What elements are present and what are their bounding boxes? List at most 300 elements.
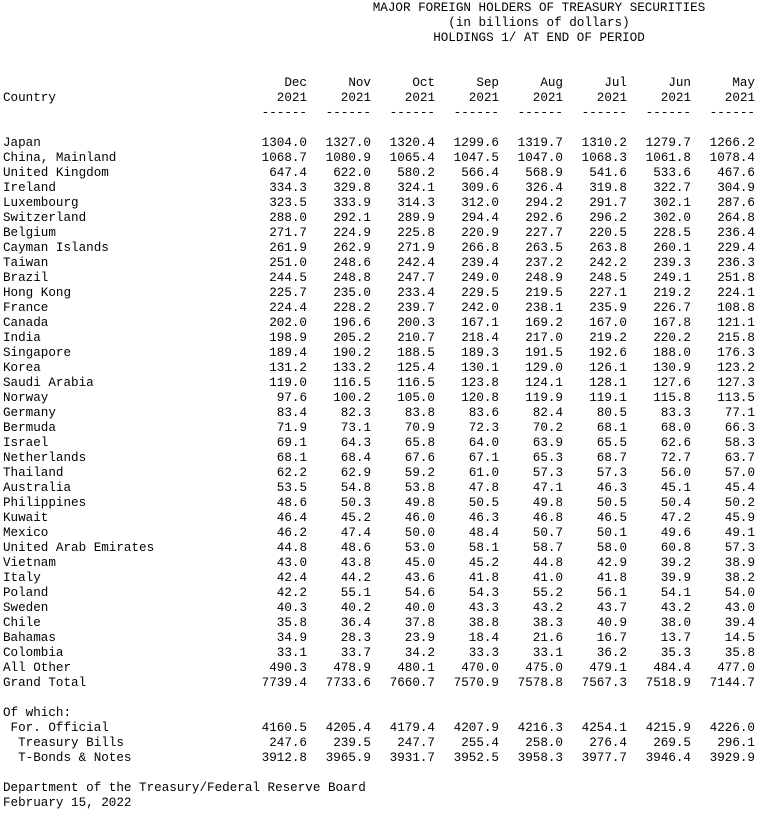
holding-value: 292.1	[333, 211, 371, 225]
holding-value: 45.9	[724, 511, 755, 525]
holding-value: 167.1	[461, 316, 499, 330]
holding-value: 121.1	[717, 316, 755, 330]
country-name: Switzerland	[3, 211, 87, 225]
country-name: Bermuda	[3, 421, 56, 435]
holding-value: 190.2	[333, 346, 371, 360]
holding-value: 248.5	[589, 271, 627, 285]
holding-value: 219.2	[653, 286, 691, 300]
country-name: Saudi Arabia	[3, 376, 94, 390]
holding-value: 58.1	[468, 541, 499, 555]
holding-value: 4179.4	[389, 721, 435, 735]
country-name: Luxembourg	[3, 196, 79, 210]
holding-value: 66.3	[724, 421, 755, 435]
holding-value: 1279.7	[645, 136, 691, 150]
holding-value: 108.8	[717, 301, 755, 315]
holding-value: 7567.3	[581, 676, 627, 690]
holding-value: 1320.4	[389, 136, 435, 150]
holding-value: 47.1	[532, 481, 563, 495]
holding-value: 97.6	[276, 391, 307, 405]
holding-value: 46.8	[532, 511, 563, 525]
holding-value: 55.2	[532, 586, 563, 600]
holding-value: 258.0	[525, 736, 563, 750]
column-month-label: Aug	[540, 76, 563, 90]
column-year-label: 2021	[340, 91, 371, 105]
holding-value: 58.7	[532, 541, 563, 555]
holding-value: 215.8	[717, 331, 755, 345]
holding-value: 124.1	[525, 376, 563, 390]
holding-value: 3958.3	[517, 751, 563, 765]
holding-value: 38.3	[532, 616, 563, 630]
holding-value: 57.0	[724, 466, 755, 480]
holding-value: 7570.9	[453, 676, 499, 690]
holding-value: 323.5	[269, 196, 307, 210]
holding-value: 46.3	[468, 511, 499, 525]
holding-value: 41.8	[468, 571, 499, 585]
column-underline: ------	[389, 106, 435, 120]
holding-value: 65.3	[532, 451, 563, 465]
holding-value: 4226.0	[709, 721, 755, 735]
holding-value: 71.9	[276, 421, 307, 435]
holding-value: 65.5	[596, 436, 627, 450]
holding-value: 116.5	[397, 376, 435, 390]
holding-value: 225.8	[397, 226, 435, 240]
holding-value: 55.1	[340, 586, 371, 600]
holding-value: 4207.9	[453, 721, 499, 735]
holding-value: 191.5	[525, 346, 563, 360]
holding-value: 18.4	[468, 631, 499, 645]
holding-value: 7578.8	[517, 676, 563, 690]
holding-value: 40.9	[596, 616, 627, 630]
holding-value: 53.5	[276, 481, 307, 495]
country-name: Chile	[3, 616, 41, 630]
country-name: Japan	[3, 136, 41, 150]
holding-value: 49.1	[724, 526, 755, 540]
holding-value: 314.3	[397, 196, 435, 210]
holding-value: 21.6	[532, 631, 563, 645]
holding-value: 46.2	[276, 526, 307, 540]
holding-value: 271.7	[269, 226, 307, 240]
holding-value: 82.4	[532, 406, 563, 420]
holding-value: 13.7	[660, 631, 691, 645]
holding-value: 119.1	[589, 391, 627, 405]
holding-value: 7144.7	[709, 676, 755, 690]
column-year-label: 2021	[404, 91, 435, 105]
holding-value: 302.0	[653, 211, 691, 225]
country-name: Sweden	[3, 601, 49, 615]
holding-value: 63.9	[532, 436, 563, 450]
column-year-label: 2021	[468, 91, 499, 105]
holding-value: 3929.9	[709, 751, 755, 765]
holding-value: 262.9	[333, 241, 371, 255]
holding-value: 47.4	[340, 526, 371, 540]
holding-value: 229.5	[461, 286, 499, 300]
holding-value: 334.3	[269, 181, 307, 195]
holding-value: 68.1	[596, 421, 627, 435]
holding-value: 33.3	[468, 646, 499, 660]
holding-value: 100.2	[333, 391, 371, 405]
holding-value: 220.2	[653, 331, 691, 345]
holding-value: 113.5	[717, 391, 755, 405]
country-name: Korea	[3, 361, 41, 375]
country-name: All Other	[3, 661, 72, 675]
holding-value: 647.4	[269, 166, 307, 180]
holding-value: 239.5	[333, 736, 371, 750]
holding-value: 247.6	[269, 736, 307, 750]
holding-value: 23.9	[404, 631, 435, 645]
holding-value: 3931.7	[389, 751, 435, 765]
holding-value: 45.1	[660, 481, 691, 495]
holding-value: 3946.4	[645, 751, 691, 765]
holding-value: 59.2	[404, 466, 435, 480]
holding-value: 248.8	[333, 271, 371, 285]
holding-value: 269.5	[653, 736, 691, 750]
holding-value: 65.8	[404, 436, 435, 450]
holding-value: 7518.9	[645, 676, 691, 690]
holding-value: 568.9	[525, 166, 563, 180]
holding-value: 329.8	[333, 181, 371, 195]
country-column-header: Country	[3, 91, 56, 105]
country-name: Norway	[3, 391, 49, 405]
footer-date: February 15, 2022	[3, 796, 132, 810]
holding-value: 73.1	[340, 421, 371, 435]
holding-value: 41.8	[596, 571, 627, 585]
holding-value: 480.1	[397, 661, 435, 675]
holding-value: 130.1	[461, 361, 499, 375]
holding-value: 50.3	[340, 496, 371, 510]
holding-value: 62.9	[340, 466, 371, 480]
holding-value: 16.7	[596, 631, 627, 645]
holding-value: 236.4	[717, 226, 755, 240]
holding-value: 33.1	[532, 646, 563, 660]
column-underline: ------	[645, 106, 691, 120]
holding-value: 105.0	[397, 391, 435, 405]
holding-value: 236.3	[717, 256, 755, 270]
country-name: Hong Kong	[3, 286, 72, 300]
column-month-label: May	[732, 76, 755, 90]
holding-value: 57.3	[596, 466, 627, 480]
holding-value: 82.3	[340, 406, 371, 420]
country-name: United Arab Emirates	[3, 541, 155, 555]
holding-value: 48.4	[468, 526, 499, 540]
holding-value: 62.6	[660, 436, 691, 450]
holding-value: 3965.9	[325, 751, 371, 765]
holding-value: 46.0	[404, 511, 435, 525]
holding-value: 44.8	[276, 541, 307, 555]
holding-value: 1065.4	[389, 151, 435, 165]
column-underline: ------	[709, 106, 755, 120]
holding-value: 264.8	[717, 211, 755, 225]
holding-value: 1047.0	[517, 151, 563, 165]
holding-value: 68.0	[660, 421, 691, 435]
holding-value: 58.0	[596, 541, 627, 555]
holding-value: 44.8	[532, 556, 563, 570]
column-month-label: Sep	[476, 76, 499, 90]
country-name: France	[3, 301, 49, 315]
holding-value: 123.8	[461, 376, 499, 390]
holding-value: 57.3	[724, 541, 755, 555]
country-name: Poland	[3, 586, 49, 600]
holding-value: 1310.2	[581, 136, 627, 150]
holding-value: 566.4	[461, 166, 499, 180]
holding-value: 4205.4	[325, 721, 371, 735]
country-name: Cayman Islands	[3, 241, 109, 255]
holding-value: 219.2	[589, 331, 627, 345]
holding-value: 115.8	[653, 391, 691, 405]
holding-value: 296.1	[717, 736, 755, 750]
holding-value: 70.2	[532, 421, 563, 435]
holding-value: 44.2	[340, 571, 371, 585]
country-name: Brazil	[3, 271, 49, 285]
holding-value: 189.3	[461, 346, 499, 360]
holding-value: 224.1	[717, 286, 755, 300]
holding-value: 49.8	[404, 496, 435, 510]
holding-value: 4254.1	[581, 721, 627, 735]
holding-value: 42.4	[276, 571, 307, 585]
holding-value: 291.7	[589, 196, 627, 210]
holding-value: 33.1	[276, 646, 307, 660]
holding-value: 271.9	[397, 241, 435, 255]
holding-value: 38.8	[468, 616, 499, 630]
country-name: Italy	[3, 571, 41, 585]
holding-value: 3977.7	[581, 751, 627, 765]
holding-value: 43.2	[660, 601, 691, 615]
holding-value: 309.6	[461, 181, 499, 195]
holding-value: 43.0	[724, 601, 755, 615]
column-underline: ------	[261, 106, 307, 120]
holding-value: 77.1	[724, 406, 755, 420]
holding-value: 228.2	[333, 301, 371, 315]
column-underline: ------	[453, 106, 499, 120]
holding-value: 261.9	[269, 241, 307, 255]
country-name: Ireland	[3, 181, 56, 195]
holding-value: 533.6	[653, 166, 691, 180]
holding-value: 123.2	[717, 361, 755, 375]
footer-source: Department of the Treasury/Federal Reserve Board	[3, 781, 366, 795]
holding-value: 131.2	[269, 361, 307, 375]
holding-value: 302.1	[653, 196, 691, 210]
holding-value: 3912.8	[261, 751, 307, 765]
holding-value: 54.1	[660, 586, 691, 600]
holding-value: 242.4	[397, 256, 435, 270]
holding-value: 43.7	[596, 601, 627, 615]
holding-value: 41.0	[532, 571, 563, 585]
holding-value: 69.1	[276, 436, 307, 450]
holding-value: 1299.6	[453, 136, 499, 150]
holding-value: 60.8	[660, 541, 691, 555]
holding-value: 42.2	[276, 586, 307, 600]
holding-value: 1068.3	[581, 151, 627, 165]
holding-value: 224.4	[269, 301, 307, 315]
country-name: Canada	[3, 316, 49, 330]
holding-value: 43.6	[404, 571, 435, 585]
holding-value: 43.3	[468, 601, 499, 615]
holding-value: 45.0	[404, 556, 435, 570]
holding-value: 288.0	[269, 211, 307, 225]
holding-value: 50.0	[404, 526, 435, 540]
holding-value: 219.5	[525, 286, 563, 300]
holding-value: 251.0	[269, 256, 307, 270]
holding-value: 1266.2	[709, 136, 755, 150]
country-name: Thailand	[3, 466, 64, 480]
holding-value: 125.4	[397, 361, 435, 375]
holding-value: 235.0	[333, 286, 371, 300]
holding-value: 176.3	[717, 346, 755, 360]
column-month-label: Jun	[668, 76, 691, 90]
holding-value: 58.3	[724, 436, 755, 450]
column-month-label: Nov	[348, 76, 371, 90]
holding-value: 169.2	[525, 316, 563, 330]
holding-value: 37.8	[404, 616, 435, 630]
holding-value: 1078.4	[709, 151, 755, 165]
holding-value: 475.0	[525, 661, 563, 675]
holding-value: 38.2	[724, 571, 755, 585]
holding-value: 50.2	[724, 496, 755, 510]
holding-value: 133.2	[333, 361, 371, 375]
holding-value: 83.3	[660, 406, 691, 420]
holding-value: 4215.9	[645, 721, 691, 735]
holding-value: 49.6	[660, 526, 691, 540]
holding-value: 42.9	[596, 556, 627, 570]
holding-value: 200.3	[397, 316, 435, 330]
holding-value: 35.8	[724, 646, 755, 660]
column-month-label: Dec	[284, 76, 307, 90]
holding-value: 48.6	[276, 496, 307, 510]
holding-value: 40.3	[276, 601, 307, 615]
holding-value: 64.3	[340, 436, 371, 450]
holding-value: 220.9	[461, 226, 499, 240]
column-underline: ------	[325, 106, 371, 120]
report-period: HOLDINGS 1/ AT END OF PERIOD	[433, 31, 645, 45]
holding-value: 304.9	[717, 181, 755, 195]
holding-value: 1304.0	[261, 136, 307, 150]
holding-value: 312.0	[461, 196, 499, 210]
holding-value: 48.6	[340, 541, 371, 555]
holding-value: 68.1	[276, 451, 307, 465]
holding-value: 80.5	[596, 406, 627, 420]
holding-value: 127.3	[717, 376, 755, 390]
holding-value: 247.7	[397, 736, 435, 750]
holding-value: 67.1	[468, 451, 499, 465]
holding-value: 276.4	[589, 736, 627, 750]
holding-value: 38.9	[724, 556, 755, 570]
holding-value: 39.4	[724, 616, 755, 630]
holding-value: 294.2	[525, 196, 563, 210]
country-name: Belgium	[3, 226, 56, 240]
holding-value: 129.0	[525, 361, 563, 375]
holding-value: 14.5	[724, 631, 755, 645]
holding-value: 255.4	[461, 736, 499, 750]
holding-value: 67.6	[404, 451, 435, 465]
holding-value: 224.9	[333, 226, 371, 240]
holding-value: 202.0	[269, 316, 307, 330]
holding-value: 56.1	[596, 586, 627, 600]
holding-value: 292.6	[525, 211, 563, 225]
holding-value: 324.1	[397, 181, 435, 195]
holding-value: 541.6	[589, 166, 627, 180]
holding-value: 43.0	[276, 556, 307, 570]
holding-value: 490.3	[269, 661, 307, 675]
holding-value: 239.7	[397, 301, 435, 315]
holding-value: 322.7	[653, 181, 691, 195]
holding-value: 296.2	[589, 211, 627, 225]
holding-value: 167.0	[589, 316, 627, 330]
holding-value: 61.0	[468, 466, 499, 480]
holding-value: 266.8	[461, 241, 499, 255]
holding-value: 64.0	[468, 436, 499, 450]
holding-value: 45.4	[724, 481, 755, 495]
holding-value: 7739.4	[261, 676, 307, 690]
holding-value: 46.3	[596, 481, 627, 495]
country-name: Colombia	[3, 646, 64, 660]
holding-value: 238.1	[525, 301, 563, 315]
holding-value: 28.3	[340, 631, 371, 645]
holding-value: 249.1	[653, 271, 691, 285]
holding-value: 580.2	[397, 166, 435, 180]
holding-value: 3952.5	[453, 751, 499, 765]
holding-value: 50.5	[468, 496, 499, 510]
holding-value: 467.6	[717, 166, 755, 180]
holding-value: 1319.7	[517, 136, 563, 150]
holding-value: 242.0	[461, 301, 499, 315]
holding-value: 34.2	[404, 646, 435, 660]
country-name: Singapore	[3, 346, 72, 360]
country-name: India	[3, 331, 41, 345]
holding-value: 126.1	[589, 361, 627, 375]
holding-value: 242.2	[589, 256, 627, 270]
holding-value: 470.0	[461, 661, 499, 675]
holding-value: 40.2	[340, 601, 371, 615]
country-name: China, Mainland	[3, 151, 117, 165]
holding-value: 479.1	[589, 661, 627, 675]
category-name: Treasury Bills	[3, 736, 124, 750]
holding-value: 333.9	[333, 196, 371, 210]
holding-value: 50.7	[532, 526, 563, 540]
holding-value: 188.5	[397, 346, 435, 360]
holding-value: 47.8	[468, 481, 499, 495]
country-name: Philippines	[3, 496, 87, 510]
holding-value: 196.6	[333, 316, 371, 330]
holding-value: 50.5	[596, 496, 627, 510]
holding-value: 36.4	[340, 616, 371, 630]
holding-value: 54.8	[340, 481, 371, 495]
holding-value: 83.6	[468, 406, 499, 420]
holding-value: 4160.5	[261, 721, 307, 735]
category-name: T-Bonds & Notes	[3, 751, 132, 765]
holding-value: 47.2	[660, 511, 691, 525]
holding-value: 120.8	[461, 391, 499, 405]
holding-value: 167.8	[653, 316, 691, 330]
holding-value: 1047.5	[453, 151, 499, 165]
holding-value: 63.7	[724, 451, 755, 465]
holding-value: 227.7	[525, 226, 563, 240]
holding-value: 287.6	[717, 196, 755, 210]
holding-value: 56.0	[660, 466, 691, 480]
holding-value: 35.3	[660, 646, 691, 660]
column-month-label: Jul	[604, 76, 627, 90]
holding-value: 1061.8	[645, 151, 691, 165]
holding-value: 192.6	[589, 346, 627, 360]
column-year-label: 2021	[532, 91, 563, 105]
country-name: Israel	[3, 436, 49, 450]
column-year-label: 2021	[724, 91, 755, 105]
holding-value: 189.4	[269, 346, 307, 360]
holding-value: 263.8	[589, 241, 627, 255]
column-month-label: Oct	[412, 76, 435, 90]
holding-value: 188.0	[653, 346, 691, 360]
holding-value: 130.9	[653, 361, 691, 375]
holding-value: 83.4	[276, 406, 307, 420]
column-year-label: 2021	[276, 91, 307, 105]
